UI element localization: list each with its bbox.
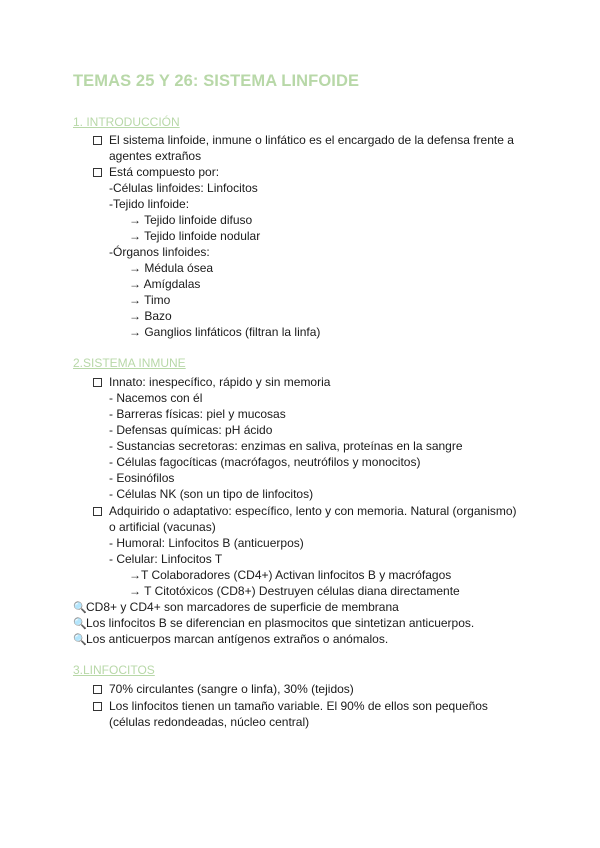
checkbox-icon[interactable] — [93, 168, 102, 177]
intro-organos: -Órganos linfoides: — [109, 245, 210, 259]
section-heading-introduccion: 1. INTRODUCCIÓN — [73, 115, 180, 129]
inmune-fagociticas: - Células fagocíticas (macrófagos, neutrófilos y monocitos) — [109, 455, 421, 469]
linfocitos-item-2-line-1: Los linfocitos tienen un tamaño variable. El 90% de ellos son pequeños — [109, 699, 488, 713]
inmune-adquirido-line-2: o artificial (vacunas) — [109, 520, 216, 534]
checkbox-icon[interactable] — [93, 136, 102, 145]
note-3-text: Los anticuerpos marcan antígenos extraños o anómalos. — [86, 632, 389, 646]
inmune-barreras: - Barreras físicas: piel y mucosas — [109, 407, 286, 421]
magnifier-icon: 🔍 — [73, 618, 87, 630]
intro-medula: → Médula ósea — [129, 261, 214, 275]
intro-item-2: Está compuesto por: — [109, 165, 220, 179]
intro-item-1-line-2: agentes extraños — [109, 149, 202, 163]
inmune-nacemos: - Nacemos con él — [109, 391, 203, 405]
section-heading-linfocitos: 3.LINFOCITOS — [73, 663, 155, 677]
inmune-citotoxicos: → T Citotóxicos (CD8+) Destruyen células diana directamente — [129, 584, 460, 598]
inmune-eosinofilos: - Eosinófilos — [109, 471, 175, 485]
section-heading-sistema-inmune: 2.SISTEMA INMUNE — [73, 356, 186, 370]
intro-timo: → Timo — [129, 293, 171, 307]
inmune-humoral: - Humoral: Linfocitos B (anticuerpos) — [109, 536, 304, 550]
note-1-text: CD8+ y CD4+ son marcadores de superficie de membrana — [86, 600, 399, 614]
inmune-defensas: - Defensas químicas: pH ácido — [109, 423, 273, 437]
intro-bazo: → Bazo — [129, 309, 172, 323]
inmune-nk: - Células NK (son un tipo de linfocitos) — [109, 487, 314, 501]
page-title: TEMAS 25 Y 26: SISTEMA LINFOIDE — [73, 72, 360, 90]
intro-celulas: -Células linfoides: Linfocitos — [109, 181, 258, 195]
intro-ganglios: → Ganglios linfáticos (filtran la linfa) — [129, 325, 321, 339]
linfocitos-item-2-line-2: (células redondeadas, núcleo central) — [109, 715, 310, 729]
checkbox-icon[interactable] — [93, 702, 102, 711]
intro-tejido-difuso: → Tejido linfoide difuso — [129, 213, 253, 227]
note-2-text: Los linfocitos B se diferencian en plasmocitos que sintetizan anticuerpos. — [86, 616, 475, 630]
linfocitos-item-1: 70% circulantes (sangre o linfa), 30% (tejidos) — [109, 682, 354, 696]
note-1 — [73, 599, 399, 616]
inmune-colaboradores: →T Colaboradores (CD4+) Activan linfocitos B y macrófagos — [129, 568, 452, 582]
inmune-innato: Innato: inespecífico, rápido y sin memoria — [109, 375, 331, 389]
checkbox-icon[interactable] — [93, 507, 102, 516]
intro-amigdalas: → Amígdalas — [129, 277, 201, 291]
checkbox-icon[interactable] — [93, 378, 102, 387]
inmune-celular: - Celular: Linfocitos T — [109, 552, 223, 566]
inmune-sustancias: - Sustancias secretoras: enzimas en saliva, proteínas en la sangre — [109, 439, 463, 453]
checkbox-icon[interactable] — [93, 685, 102, 694]
magnifier-icon: 🔍 — [73, 634, 87, 646]
intro-tejido-nodular: → Tejido linfoide nodular — [129, 229, 261, 243]
intro-item-1-line-1: El sistema linfoide, inmune o linfático es el encargado de la defensa frente a — [109, 133, 514, 147]
note-2 — [73, 615, 474, 632]
intro-tejido: -Tejido linfoide: — [109, 197, 190, 211]
magnifier-icon: 🔍 — [73, 602, 87, 614]
note-3 — [73, 631, 388, 648]
inmune-adquirido-line-1: Adquirido o adaptativo: específico, lento y con memoria. Natural (organismo) — [109, 504, 517, 518]
